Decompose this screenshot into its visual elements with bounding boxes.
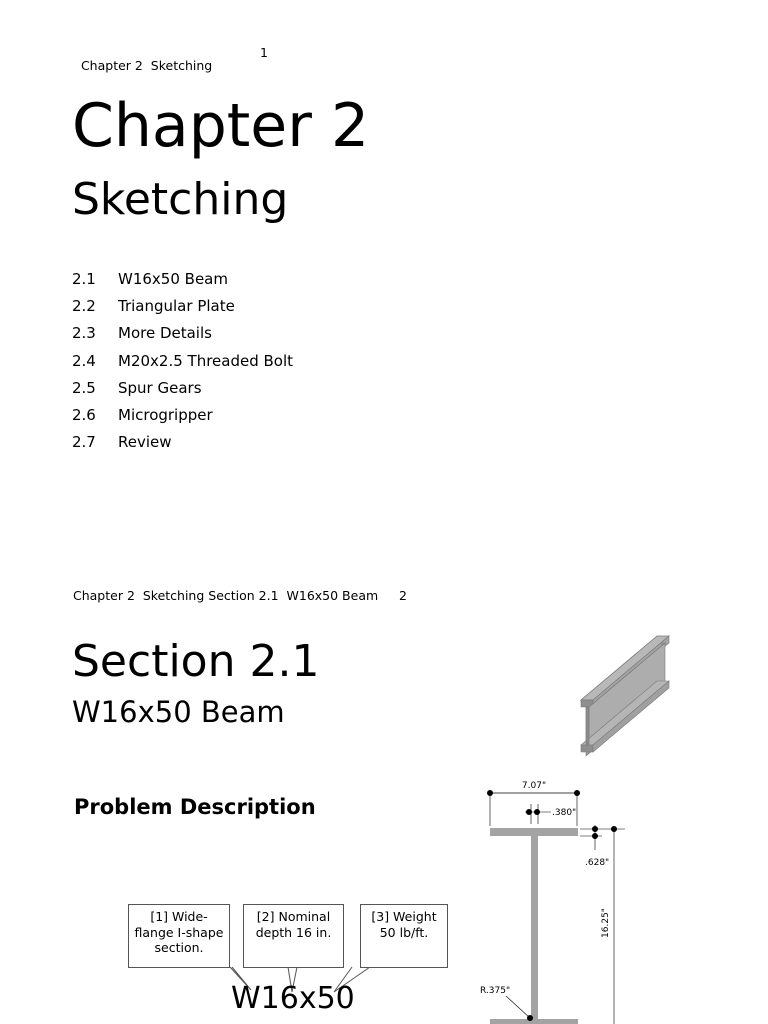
running-header-text: Chapter 2 Sketching bbox=[80, 57, 213, 73]
toc-item[interactable] bbox=[72, 351, 294, 381]
dim-fillet-radius: R.375" bbox=[480, 986, 511, 996]
dim-flange-width: 7.07" bbox=[521, 781, 547, 791]
section-subtitle: W16x50 Beam bbox=[72, 695, 285, 729]
page-number: 1 bbox=[260, 45, 268, 60]
toc-item-number: 2.1 bbox=[72, 270, 96, 288]
toc-item-title: W16x50 Beam bbox=[118, 270, 228, 288]
toc-item-number: 2.6 bbox=[72, 405, 96, 424]
callout-weight: [3] Weight 50 lb/ft. bbox=[360, 904, 448, 968]
toc-item-number: 2.5 bbox=[72, 378, 96, 397]
toc-item-number: 2.7 bbox=[72, 433, 96, 452]
toc-item[interactable] bbox=[72, 326, 293, 353]
beam-cross-section-drawing bbox=[470, 770, 640, 1024]
toc-item[interactable] bbox=[72, 378, 293, 408]
beam-designation: W16x50 bbox=[231, 981, 355, 1016]
dim-web-thickness: .380" bbox=[552, 808, 577, 818]
running-header-page-2: Chapter 2 Sketching Section 2.1 W16x50 Beam bbox=[73, 588, 379, 603]
chapter-subtitle: Sketching bbox=[72, 174, 289, 225]
toc-item-number: 2.2 bbox=[72, 297, 96, 316]
toc-item-title: Review bbox=[118, 433, 172, 452]
toc-item-title: More Details bbox=[118, 324, 212, 343]
page-number-page-2: 2 bbox=[399, 588, 407, 603]
dim-flange-thickness: .628" bbox=[585, 858, 610, 868]
toc-item-title: Spur Gears bbox=[118, 378, 202, 397]
running-header bbox=[73, 47, 212, 72]
toc-item-title: M20x2.5 Threaded Bolt bbox=[118, 351, 294, 370]
problem-heading: Problem Description bbox=[74, 795, 316, 819]
section-title: Section 2.1 bbox=[72, 636, 320, 687]
dim-depth: 16.25" bbox=[601, 908, 611, 938]
table-of-contents bbox=[72, 272, 293, 462]
callout-nominal-depth: [2] Nominal depth 16 in. bbox=[243, 904, 344, 968]
toc-item-title: Triangular Plate bbox=[118, 297, 235, 316]
toc-item[interactable] bbox=[72, 272, 293, 299]
beam-3d-icon bbox=[575, 630, 675, 760]
callout-wide-flange: [1] Wide-flange I-shape section. bbox=[128, 904, 230, 968]
toc-item-title: Microgripper bbox=[118, 405, 213, 424]
toc-item[interactable] bbox=[72, 299, 293, 326]
toc-item[interactable] bbox=[72, 405, 293, 435]
toc-item-number: 2.3 bbox=[72, 324, 96, 343]
chapter-title: Chapter 2 bbox=[72, 91, 370, 161]
toc-item[interactable] bbox=[72, 435, 293, 462]
toc-item-number: 2.4 bbox=[72, 351, 96, 370]
